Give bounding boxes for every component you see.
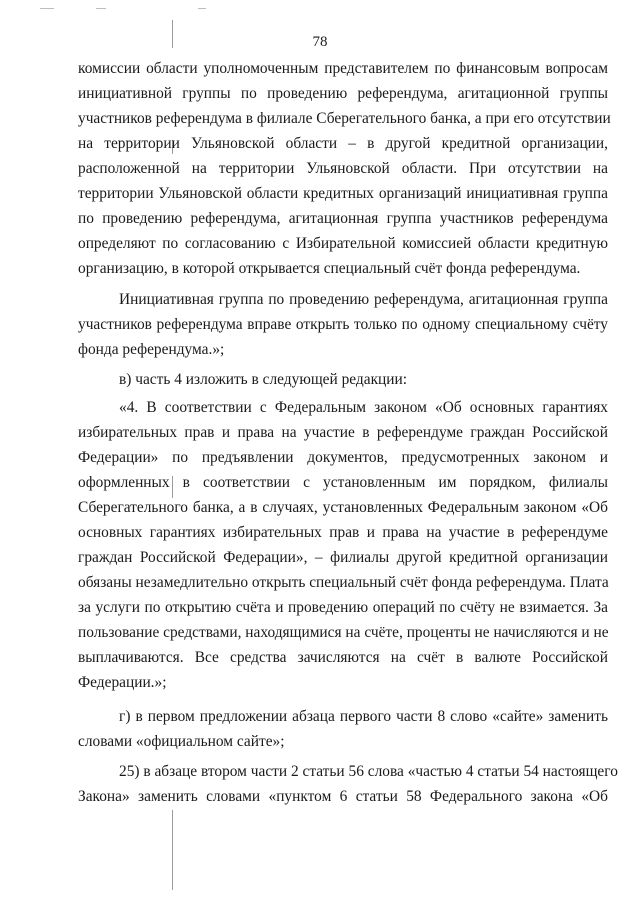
scan-artifact-line bbox=[172, 20, 173, 48]
text-line: оформленных в соответствии с установленным им порядком, филиалы bbox=[78, 474, 608, 491]
text-line: определяют по согласованию с Избирательной комиссией области кредитную bbox=[78, 235, 608, 252]
text-line: фонда референдума.»; bbox=[78, 341, 225, 358]
text-line: словами «официальном сайте»; bbox=[78, 733, 285, 750]
text-line: территории Ульяновской области кредитных организаций инициативная группа bbox=[78, 185, 608, 202]
text-line: в) часть 4 изложить в следующей редакции: bbox=[119, 371, 408, 388]
text-line: Сберегательного банка, а в случаях, установленных Федеральным законом «Об bbox=[78, 499, 608, 516]
text-line: Закона» заменить словами «пунктом 6 статьи 58 Федерального закона «Об bbox=[78, 788, 608, 805]
text-line: обязаны незамедлительно открыть специальный счёт фонда референдума. Плата bbox=[78, 574, 609, 591]
text-line: г) в первом предложении абзаца первого части 8 слово «сайте» заменить bbox=[119, 708, 608, 725]
scan-artifact-dot bbox=[96, 8, 106, 9]
text-line: на территории Ульяновской области – в другой кредитной организации, bbox=[78, 135, 608, 152]
scan-artifact-dot bbox=[40, 8, 54, 9]
text-line: участников референдума в филиале Сберегательного банка, а при его отсутствии bbox=[78, 110, 611, 127]
scan-artifact-line bbox=[172, 810, 173, 890]
text-line: выплачиваются. Все средства зачисляются на счёт в валюте Российской bbox=[78, 649, 608, 666]
text-line: участников референдума вправе открыть только по одному специальному счёту bbox=[78, 316, 608, 333]
text-line: основных гарантиях избирательных прав и права на участие в референдуме bbox=[78, 524, 608, 541]
text-line: 25) в абзаце втором части 2 статьи 56 слова «частью 4 статьи 54 настоящего bbox=[119, 763, 618, 780]
text-line: «4. В соответствии с Федеральным законом «Об основных гарантиях bbox=[119, 399, 608, 416]
text-line: инициативной группы по проведению референдума, агитационной группы bbox=[78, 85, 608, 102]
text-line: комиссии области уполномоченным представителем по финансовым вопросам bbox=[78, 60, 608, 77]
text-line: организацию, в которой открывается специальный счёт фонда референдума. bbox=[78, 260, 581, 277]
text-line: Федерации.»; bbox=[78, 674, 167, 691]
text-line: за услуги по открытию счёта и проведению операций по счёту не взимается. За bbox=[78, 599, 608, 616]
text-line: пользование средствами, находящимися на счёте, проценты не начисляются и не bbox=[78, 624, 609, 641]
text-line: расположенной на территории Ульяновской области. При отсутствии на bbox=[78, 160, 608, 177]
page-number: 78 bbox=[312, 34, 328, 50]
text-line: избирательных прав и права на участие в референдуме граждан Российской bbox=[78, 424, 608, 441]
scan-artifact-dot bbox=[198, 8, 206, 9]
text-line: Федерации» по предъявлении документов, предусмотренных законом и bbox=[78, 449, 608, 466]
text-line: Инициативная группа по проведению референдума, агитационная группа bbox=[119, 291, 608, 308]
text-line: граждан Российской Федерации», – филиалы другой кредитной организации bbox=[78, 549, 608, 566]
text-line: по проведению референдума, агитационная группа участников референдума bbox=[78, 210, 608, 227]
